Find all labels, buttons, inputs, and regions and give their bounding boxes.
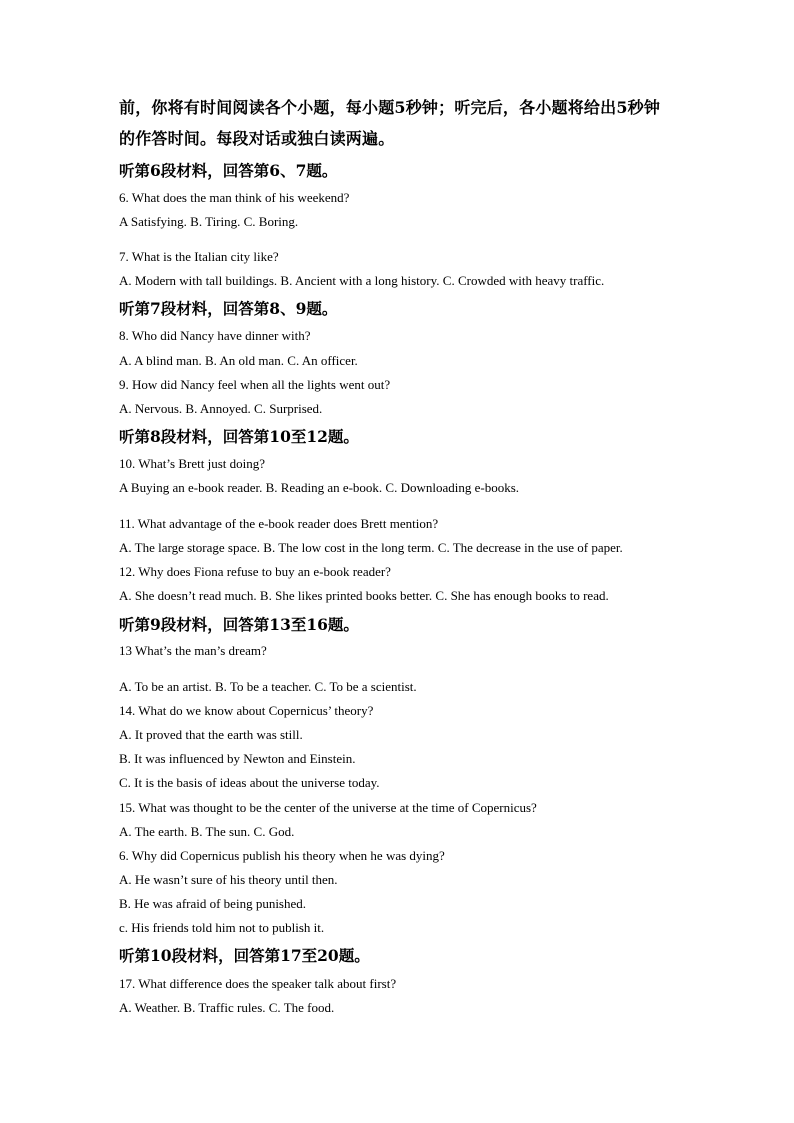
answer-option: A. He wasn’t sure of his theory until then.: [119, 872, 338, 887]
question-text: 15. What was thought to be the center of the universe at the time of Copernicus?: [119, 800, 537, 815]
answer-option: c. His friends told him not to publish it.: [119, 920, 325, 935]
section-heading: 听第8段材料，回答第10至12题。: [119, 427, 359, 446]
question-text: 14. What do we know about Copernicus’ theory?: [119, 703, 374, 718]
question-text: 11. What advantage of the e-book reader does Brett mention?: [119, 516, 439, 531]
question-text: 6. Why did Copernicus publish his theory when he was dying?: [119, 848, 445, 863]
answer-options: A. The large storage space. B. The low cost in the long term. C. The decrease in the use of paper.: [119, 540, 623, 555]
answer-options: A. She doesn’t read much. B. She likes printed books better. C. She has enough books to read.: [119, 588, 609, 603]
answer-options: A. Modern with tall buildings. B. Ancient with a long history. C. Crowded with heavy traffic.: [119, 273, 605, 288]
answer-options: A. To be an artist. B. To be a teacher. C. To be a scientist.: [119, 679, 417, 694]
answer-options: A. Nervous. B. Annoyed. C. Surprised.: [119, 401, 323, 416]
question-text: 7. What is the Italian city like?: [119, 249, 279, 264]
question-text: 13 What’s the man’s dream?: [119, 643, 267, 658]
section-heading: 听第6段材料，回答第6、7题。: [119, 161, 338, 180]
question-text: 8. Who did Nancy have dinner with?: [119, 328, 311, 343]
section-heading: 听第9段材料，回答第13至16题。: [119, 615, 359, 634]
answer-options: A. Weather. B. Traffic rules. C. The food.: [119, 1000, 335, 1015]
answer-options: A Satisfying. B. Tiring. C. Boring.: [119, 214, 299, 229]
question-text: 9. How did Nancy feel when all the lights went out?: [119, 377, 391, 392]
answer-options: A. The earth. B. The sun. C. God.: [119, 824, 295, 839]
question-text: 10. What’s Brett just doing?: [119, 456, 265, 471]
question-text: 17. What difference does the speaker talk about first?: [119, 976, 397, 991]
question-text: 12. Why does Fiona refuse to buy an e-book reader?: [119, 564, 391, 579]
answer-option: C. It is the basis of ideas about the universe today.: [119, 775, 380, 790]
answer-option: B. He was afraid of being punished.: [119, 896, 307, 911]
answer-option: A. It proved that the earth was still.: [119, 727, 303, 742]
answer-options: A. A blind man. B. An old man. C. An officer.: [119, 353, 358, 368]
section-heading: 听第10段材料，回答第17至20题。: [119, 946, 370, 965]
answer-option: B. It was influenced by Newton and Einstein.: [119, 751, 356, 766]
instruction-line: 的作答时间。每段对话或独白读两遍。: [119, 129, 395, 148]
question-text: 6. What does the man think of his weekend?: [119, 190, 350, 205]
section-heading: 听第7段材料，回答第8、9题。: [119, 299, 338, 318]
instruction-line: 前，你将有时间阅读各个小题，每小题5秒钟；听完后，各小题将给出5秒钟: [119, 98, 661, 117]
answer-options: A Buying an e-book reader. B. Reading an e-book. C. Downloading e-books.: [119, 480, 520, 495]
